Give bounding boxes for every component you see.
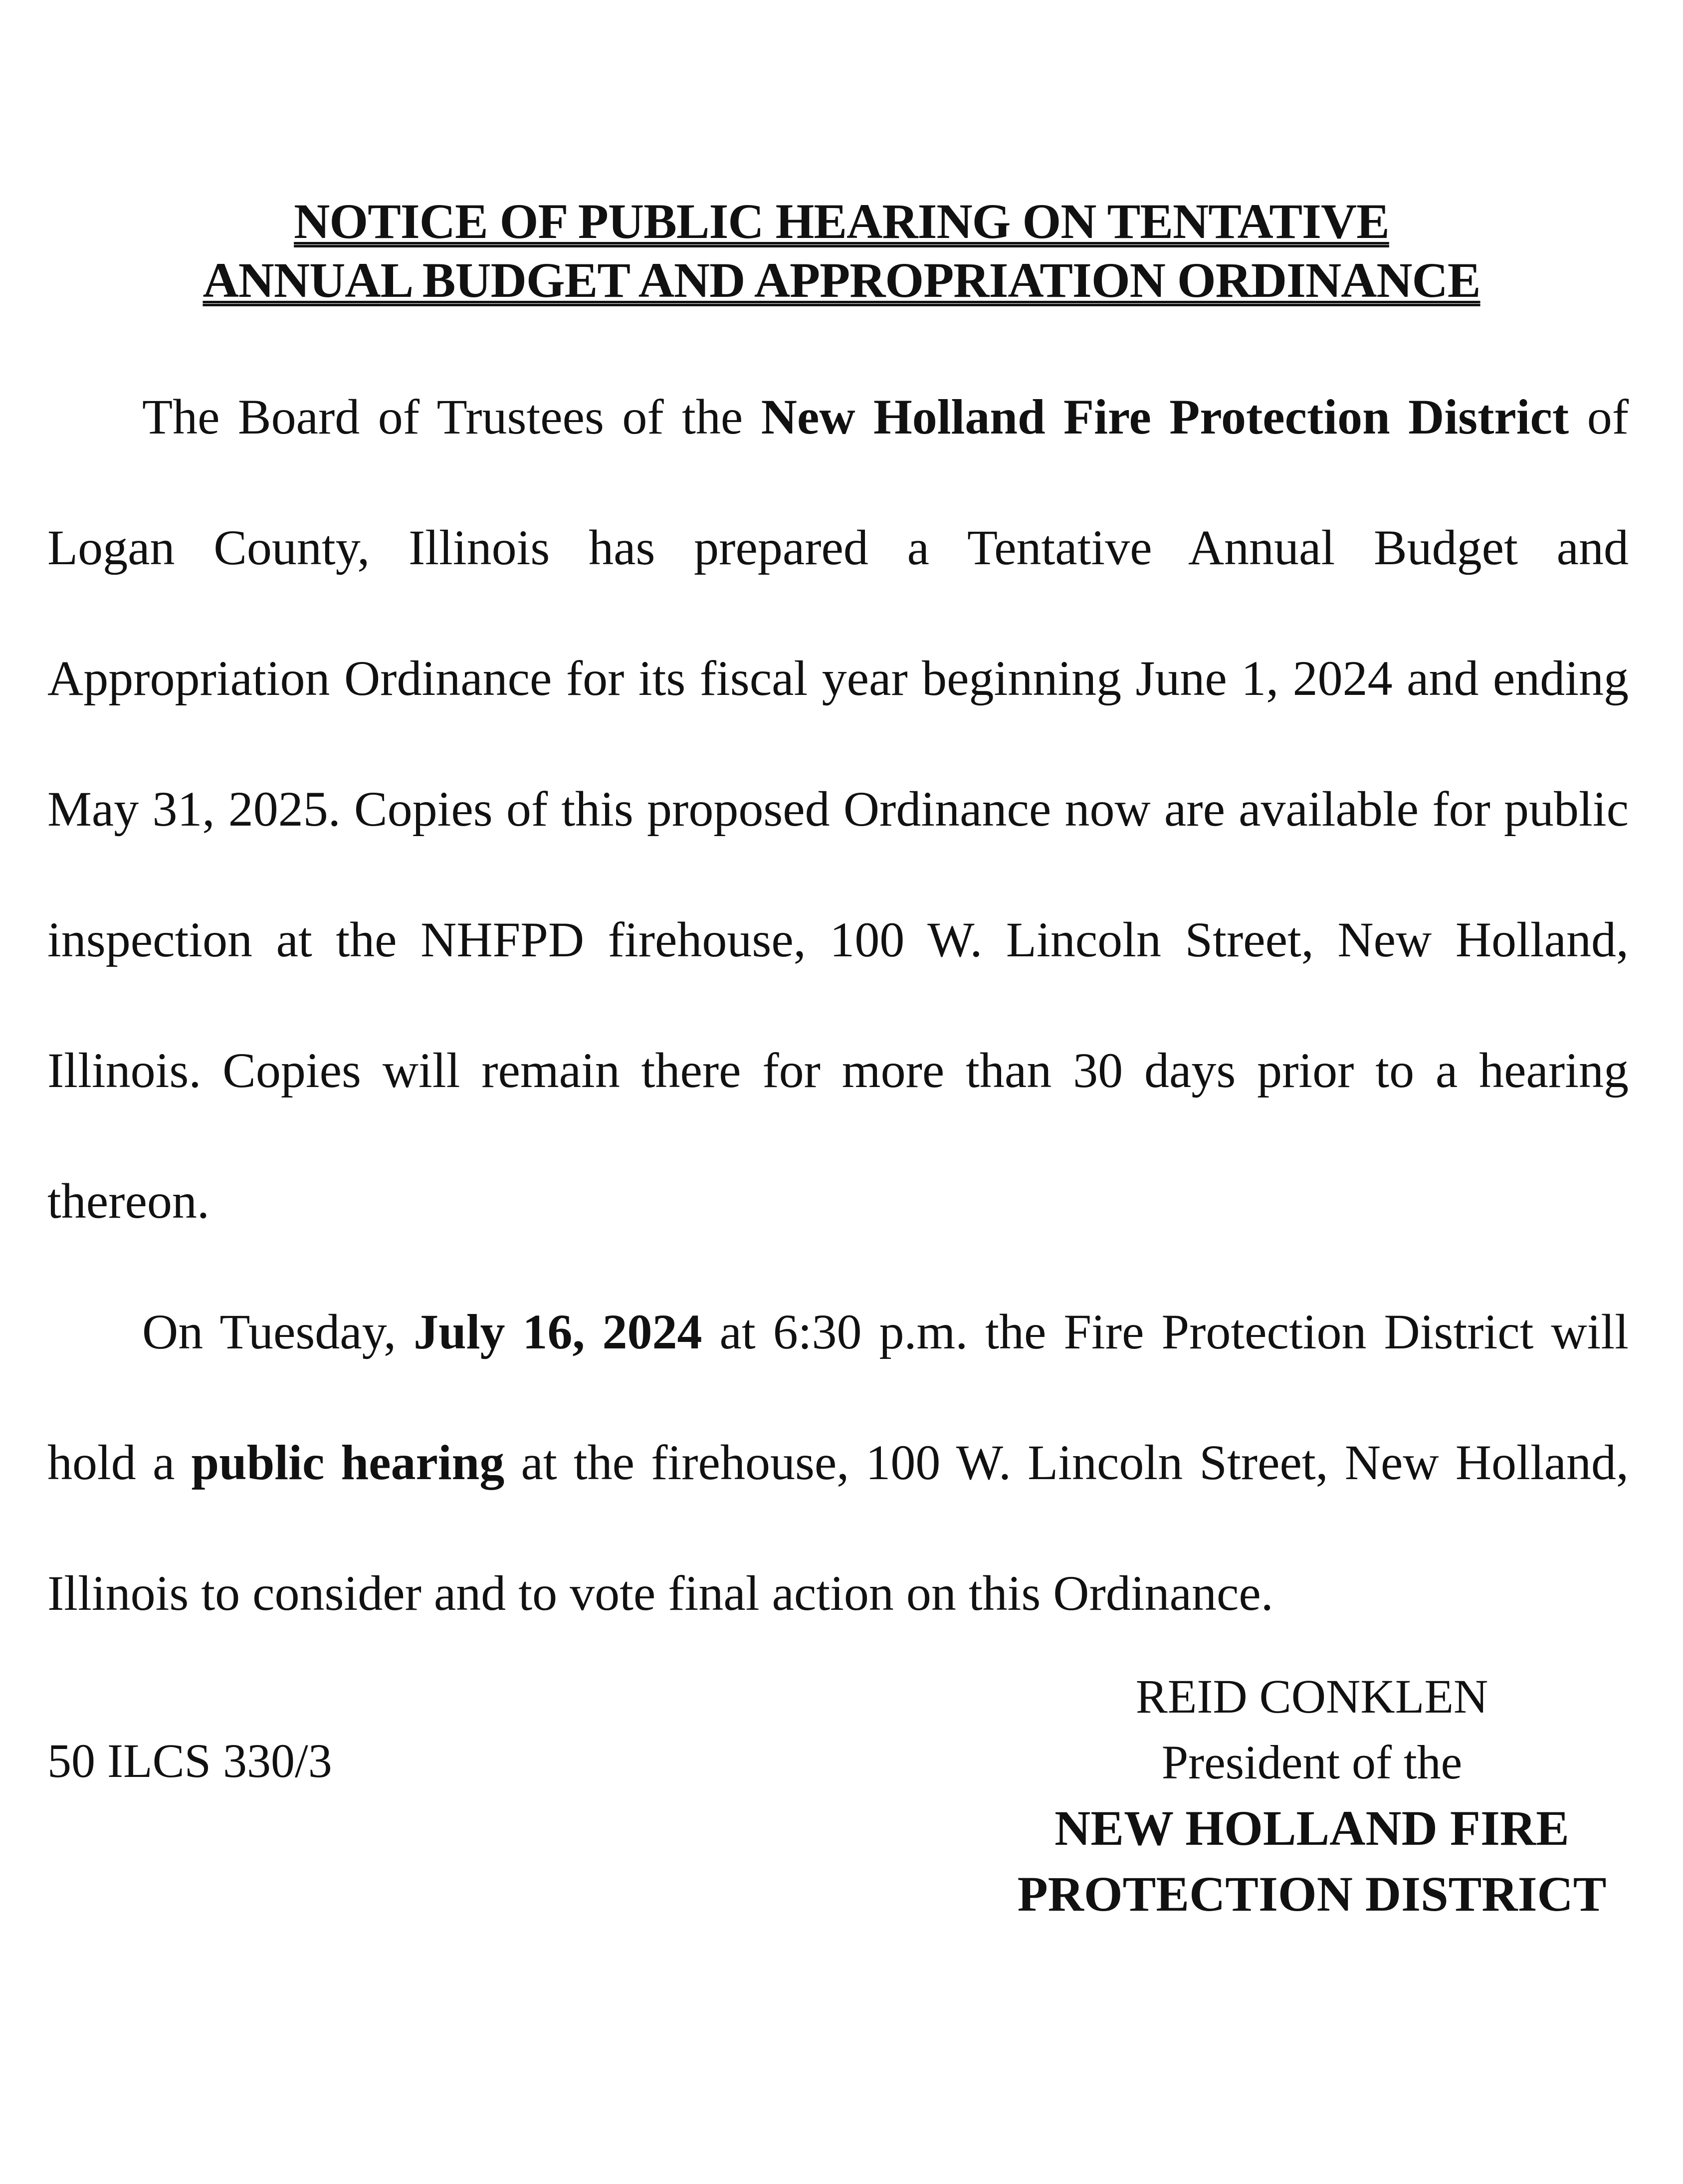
title-line-1: NOTICE OF PUBLIC HEARING ON TENTATIVE (294, 194, 1389, 249)
organization-line-2: PROTECTION DISTRICT (1017, 1866, 1607, 1922)
statute-citation: 50 ILCS 330/3 (47, 1734, 332, 1787)
public-hearing-label: public hearing (191, 1435, 505, 1490)
hearing-date: July 16, 2024 (414, 1304, 702, 1359)
title-line-2: ANNUAL BUDGET AND APPROPRIATION ORDINANCE (203, 252, 1480, 308)
paragraph-budget-notice: The Board of Trustees of the New Holland Fire Protection District of Logan County, Illinois has prepared a Tentative Annual Budget and Appropriation Ordinance for its fiscal year beginning June 1, 2024 and ending May 31, 2025. Copies of this proposed Ordinance now are available for public inspection at the NHFPD firehouse, 100 W. Lincoln Street, New Holland, Illinois. Copies will remain there for more than 30 days prior to a hearing thereon. (47, 389, 1629, 1229)
notice-body (47, 352, 1629, 1659)
signature-block (948, 1664, 1676, 1927)
district-name: New Holland Fire Protection District (761, 389, 1569, 444)
organization-line-1: NEW HOLLAND FIRE (1054, 1800, 1569, 1856)
signatory-role: President of the (1161, 1736, 1463, 1789)
notice-title (0, 192, 1683, 310)
paragraph-hearing-notice: On Tuesday, July 16, 2024 at 6:30 p.m. the Fire Protection District will hold a public hearing at the firehouse, 100 W. Lincoln Street, New Holland, Illinois to consider and to vote final action on this Ordinance. (47, 1304, 1629, 1621)
signatory-name: REID CONKLEN (1135, 1670, 1488, 1723)
